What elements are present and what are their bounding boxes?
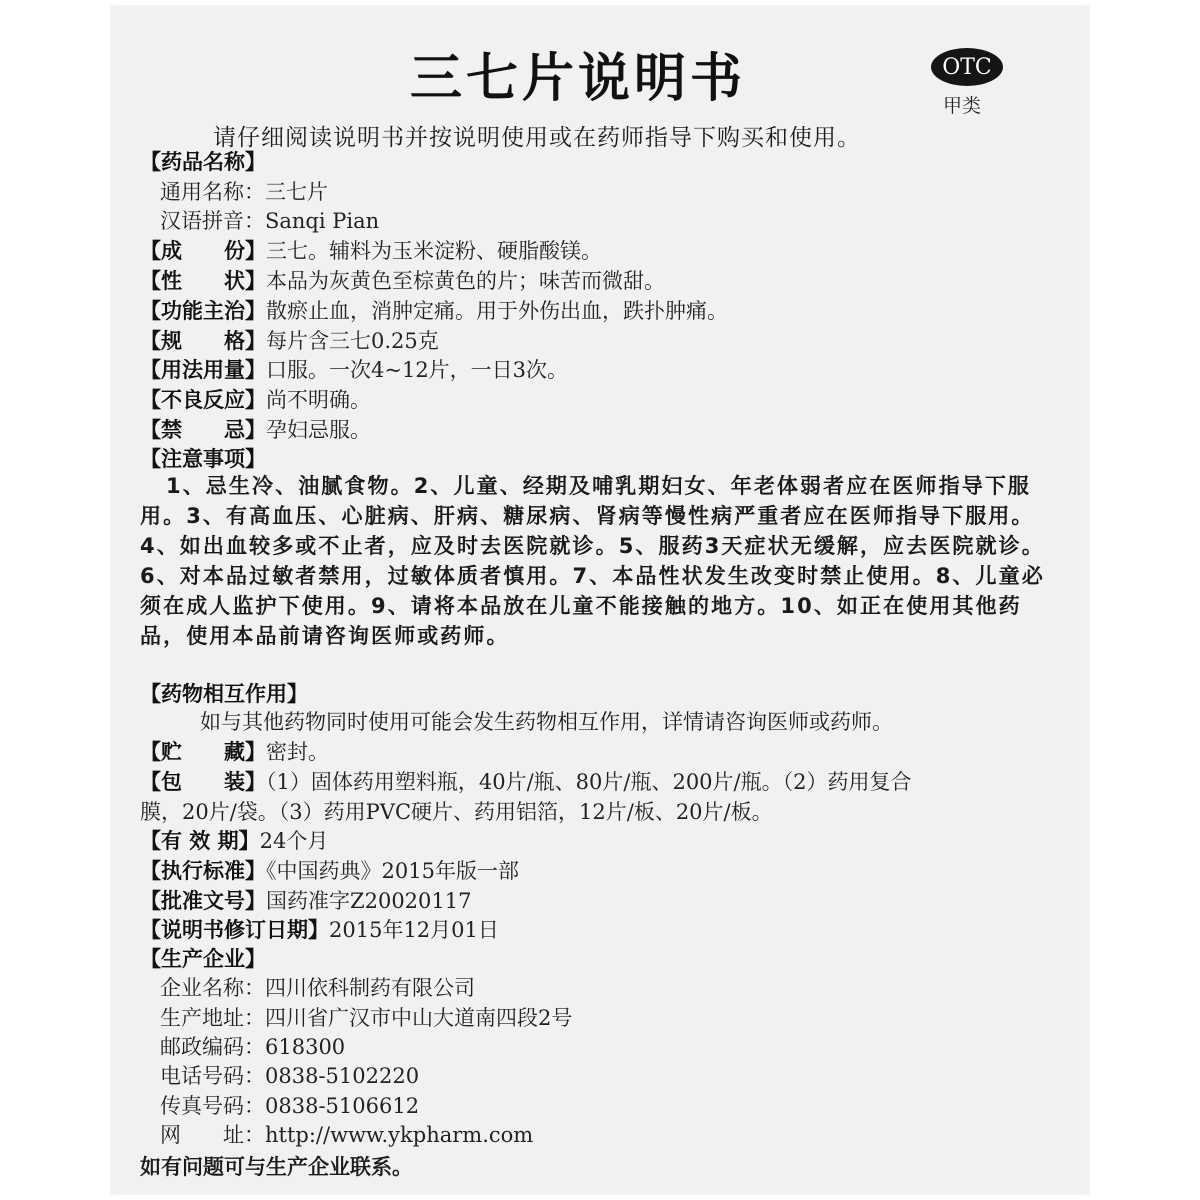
- field-label: 企业名称：: [160, 976, 265, 1000]
- manufacturer-phone-row: [160, 1063, 419, 1089]
- section-label: 【生产企业】: [140, 947, 266, 971]
- manufacturer-name-row: [160, 975, 475, 1001]
- interactions-text: 如与其他药物同时使用可能会发生药物相互作用，详情请咨询医师或药师。: [200, 710, 893, 734]
- manufacturer-fax-row: [160, 1093, 419, 1119]
- section-label: 【包 装】: [140, 770, 266, 794]
- section-label: 【执行标准】: [140, 859, 266, 883]
- section-drug-name: [140, 149, 266, 175]
- section-dosage: [140, 357, 568, 383]
- section-value: 三七。辅料为玉米淀粉、硬脂酸镁。: [266, 239, 602, 263]
- field-label: 汉语拼音：: [160, 209, 265, 233]
- section-value: 膜，20片/袋。（3）药用PVC硬片、药用铝箔，12片/板、20片/板。: [140, 800, 773, 824]
- generic-name-row: [160, 179, 328, 205]
- section-label: 【用法用量】: [140, 358, 266, 382]
- section-specification: [140, 328, 439, 354]
- section-label: 【性 状】: [140, 269, 266, 293]
- section-standard: [140, 858, 519, 884]
- manufacturer-postcode-row: [160, 1034, 345, 1060]
- otc-badge: OTC: [931, 48, 1003, 86]
- section-value: 密封。: [266, 740, 329, 764]
- packaging-line-2: [140, 799, 773, 825]
- field-label: 邮政编码：: [160, 1035, 265, 1059]
- field-value: Sanqi Pian: [265, 209, 380, 233]
- section-approval: [140, 888, 471, 914]
- section-packaging: [140, 769, 911, 795]
- section-label: 【规 格】: [140, 329, 266, 353]
- section-precautions: [140, 446, 266, 472]
- document-title: 三七片说明书: [410, 49, 747, 109]
- field-label: 生产地址：: [160, 1006, 265, 1030]
- field-label: 电话号码：: [160, 1064, 265, 1088]
- field-value: 四川省广汉市中山大道南四段2号: [265, 1006, 573, 1030]
- section-indications: [140, 298, 728, 324]
- field-value: 618300: [265, 1035, 346, 1059]
- manufacturer-address-row: [160, 1005, 572, 1031]
- section-value: 散瘀止血，消肿定痛。用于外伤出血，跌扑肿痛。: [266, 299, 728, 323]
- section-label: 【有 效 期】: [140, 829, 260, 853]
- section-description: [140, 268, 665, 294]
- section-value: 尚不明确。: [266, 388, 371, 412]
- website-link[interactable]: http://www.ykpharm.com: [265, 1123, 534, 1147]
- section-value: （1）固体药用塑料瓶，40片/瓶、80片/瓶、200片/瓶。（2）药用复合: [266, 770, 912, 794]
- otc-category: 甲类: [943, 95, 982, 117]
- section-label: 【说明书修订日期】: [140, 918, 329, 942]
- section-value: 2015年12月01日: [329, 918, 499, 942]
- section-storage: [140, 739, 329, 765]
- field-value: 三七片: [265, 180, 328, 204]
- section-value: 每片含三七0.25克: [266, 329, 439, 353]
- section-adverse-reactions: [140, 387, 371, 413]
- field-value: 0838-5102220: [265, 1064, 420, 1088]
- section-ingredients: [140, 238, 602, 264]
- contact-note: 如有问题可与生产企业联系。: [140, 1155, 413, 1179]
- section-revision-date: [140, 917, 499, 943]
- section-label: 【批准文号】: [140, 889, 266, 913]
- section-value: 24个月: [259, 829, 329, 853]
- section-label: 【成 份】: [140, 239, 266, 263]
- section-label: 【药物相互作用】: [140, 682, 308, 706]
- section-label: 【功能主治】: [140, 299, 266, 323]
- section-value: 国药准字Z20020117: [266, 889, 472, 913]
- field-value: 四川依科制药有限公司: [265, 976, 475, 1000]
- section-value: 本品为灰黄色至棕黄色的片；味苦而微甜。: [266, 269, 665, 293]
- field-label: 通用名称：: [160, 180, 265, 204]
- section-validity: [140, 828, 328, 854]
- section-label: 【注意事项】: [140, 447, 266, 471]
- section-label: 【禁 忌】: [140, 418, 266, 442]
- section-label: 【药品名称】: [140, 150, 266, 174]
- section-label: 【不良反应】: [140, 388, 266, 412]
- field-value: 0838-5106612: [265, 1094, 420, 1118]
- manufacturer-website-row: [160, 1122, 533, 1148]
- section-interactions: [140, 681, 308, 707]
- section-value: 《中国药典》2015年版一部: [266, 859, 519, 883]
- section-label: 【贮 藏】: [140, 740, 266, 764]
- section-value: 孕妇忌服。: [266, 418, 371, 442]
- section-manufacturer: [140, 946, 266, 972]
- pinyin-row: [160, 208, 379, 234]
- usage-warning: 请仔细阅读说明书并按说明使用或在药师指导下购买和使用。: [213, 125, 861, 151]
- section-contraindications: [140, 417, 371, 443]
- precautions-text: 1、忌生冷、油腻食物。2、儿童、经期及哺乳期妇女、年老体弱者应在医师指导下服用。3、有高血压、心脏病、肝病、糖尿病、肾病等慢性病严重者应在医师指导下服用。4、如出血较多或不止者，应及时去医院就诊。5、服药3天症状无缓解，应去医院就诊。6、对本品过敏者禁用，过敏体质者慎用。7、本品性状发生改变时禁止使用。8、儿童必须在成人监护下使用。9、请将本品放在儿童不能接触的地方。10、如正在使用其他药品，使用本品前请咨询医师或药师。: [140, 474, 1045, 648]
- field-label: 网 址：: [160, 1123, 265, 1147]
- section-value: 口服。一次4~12片，一日3次。: [266, 358, 569, 382]
- field-label: 传真号码：: [160, 1094, 265, 1118]
